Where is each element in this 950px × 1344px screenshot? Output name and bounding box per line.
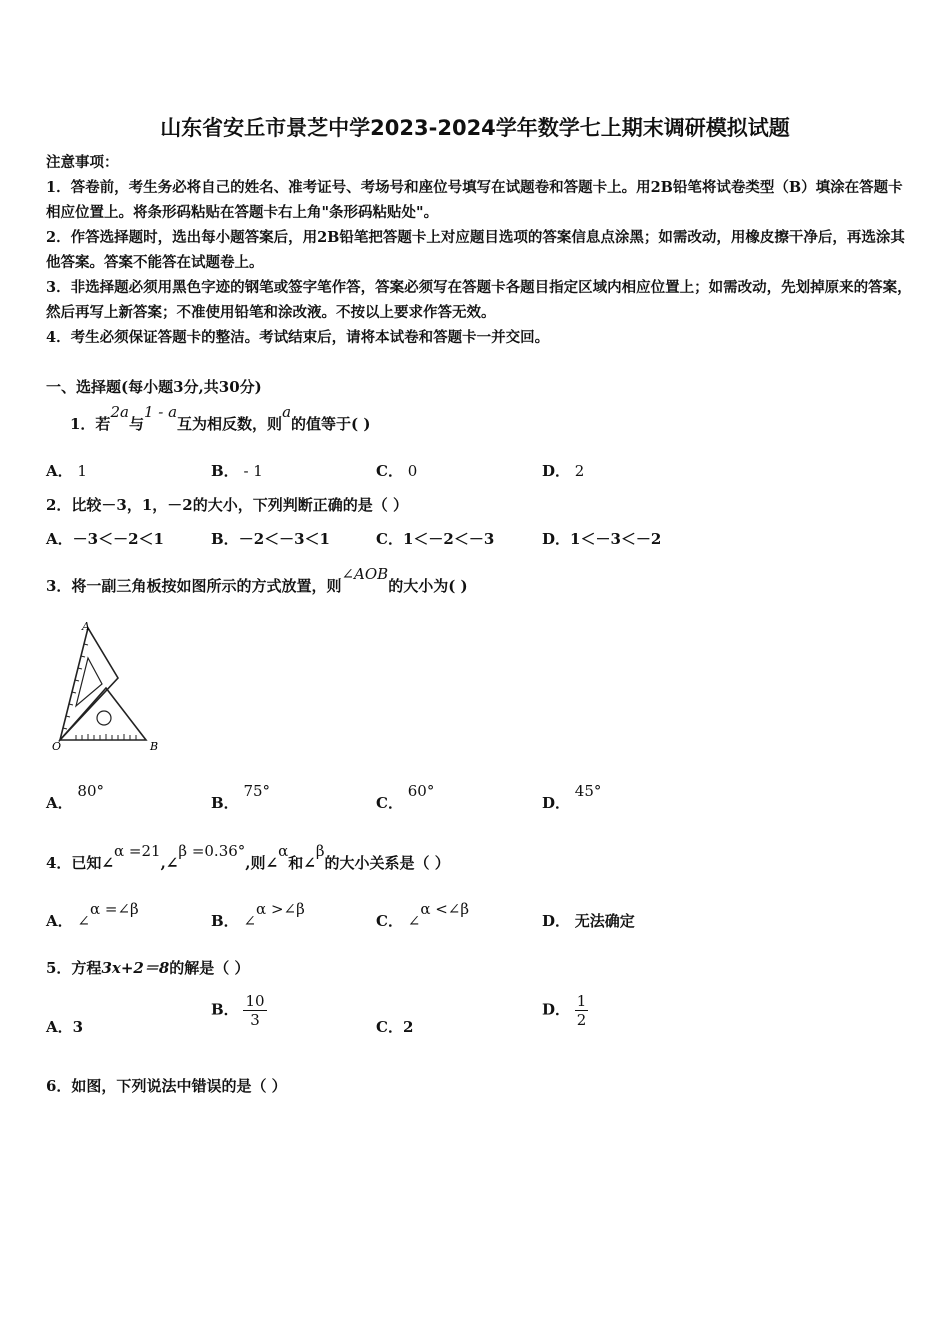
notice-heading: 注意事项： xyxy=(46,154,119,171)
q5-option-d: D． $\frac{1}{2}$ xyxy=(542,992,587,1029)
q4-option-c: C． ∠α <∠β xyxy=(376,900,470,930)
page-title: 山东省安丘市景芝中学2023-2024学年数学七上期末调研模拟试题 xyxy=(160,116,790,140)
q2-option-d: D．1＜－3＜－2 xyxy=(542,530,662,548)
figure-label-o: O xyxy=(52,740,62,753)
q4-option-b: B． ∠α >∠β xyxy=(211,900,305,930)
q1-option-c: C． 0 xyxy=(376,462,418,480)
fraction-10-3: $\frac{10}{3}$ xyxy=(245,992,265,1029)
figure-label-b: B xyxy=(150,740,159,753)
notice-item-3: 3．非选择题必须用黑色字迹的钢笔或签字笔作答，答案必须写在答题卡各题目指定区域内相应位置上；如需改动，先划掉原来的答案，然后再写上新答案；不准使用铅笔和涂改液。不按以上要求作答无效。 xyxy=(46,279,912,321)
question-2: 2．比较－3，1，－2的大小，下列判断正确的是（ ） xyxy=(46,496,408,514)
question-3: 3．将一副三角板按如图所示的方式放置，则∠AOB的大小为( ) xyxy=(46,565,468,595)
q5-option-c: C．2 xyxy=(376,1018,414,1036)
question-5: 5．方程3x+2＝8的解是（ ） xyxy=(46,959,250,977)
q2-option-a: A．－3＜－2＜1 xyxy=(46,530,164,548)
q4-option-d: D． 无法确定 xyxy=(542,912,635,930)
q5-option-a: A．3 xyxy=(46,1018,84,1036)
q5-option-b: B． $\frac{10}{3}$ xyxy=(211,992,265,1029)
question-4: 4．已知∠α =21,∠β =0.36°,则∠α和∠β的大小关系是（ ） xyxy=(46,842,450,872)
figure-label-a: A xyxy=(82,620,90,633)
q3-option-c: C． 60° xyxy=(376,782,435,812)
q2-option-b: B．－2＜－3＜1 xyxy=(211,530,330,548)
question-1: 1．若2a与1 - a互为相反数，则a的值等于( ) xyxy=(70,403,371,433)
notice-item-2: 2．作答选择题时，选出每小题答案后，用2B铅笔把答题卡上对应题目选项的答案信息点涂黑；如需改动，用橡皮擦干净后，再选涂其他答案。答案不能答在试题卷上。 xyxy=(46,229,905,271)
q2-option-c: C．1＜－2＜－3 xyxy=(376,530,495,548)
q3-option-b: B． 75° xyxy=(211,782,271,812)
notice-item-1: 1．答卷前，考生务必将自己的姓名、准考证号、考场号和座位号填写在试题卷和答题卡上。用2B铅笔将试卷类型（B）填涂在答题卡相应位置上。将条形码粘贴在答题卡右上角"条形码粘贴处"。 xyxy=(46,179,903,221)
question-6: 6．如图，下列说法中错误的是（ ） xyxy=(46,1077,287,1095)
q1-option-b: B． - 1 xyxy=(211,462,263,480)
q3-option-d: D． 45° xyxy=(542,782,602,812)
section-heading: 一、选择题(每小题3分,共30分) xyxy=(46,378,262,396)
triangle-set-figure xyxy=(46,618,166,753)
q1-option-d: D． 2 xyxy=(542,462,585,480)
notice-item-4: 4．考生必须保证答题卡的整洁。考试结束后，请将本试卷和答题卡一并交回。 xyxy=(46,329,550,346)
fraction-1-2: $\frac{1}{2}$ xyxy=(576,992,587,1029)
q1-option-a: A． 1 xyxy=(46,462,87,480)
q3-option-a: A． 80° xyxy=(46,782,105,812)
q4-option-a: A． ∠α =∠β xyxy=(46,900,139,930)
